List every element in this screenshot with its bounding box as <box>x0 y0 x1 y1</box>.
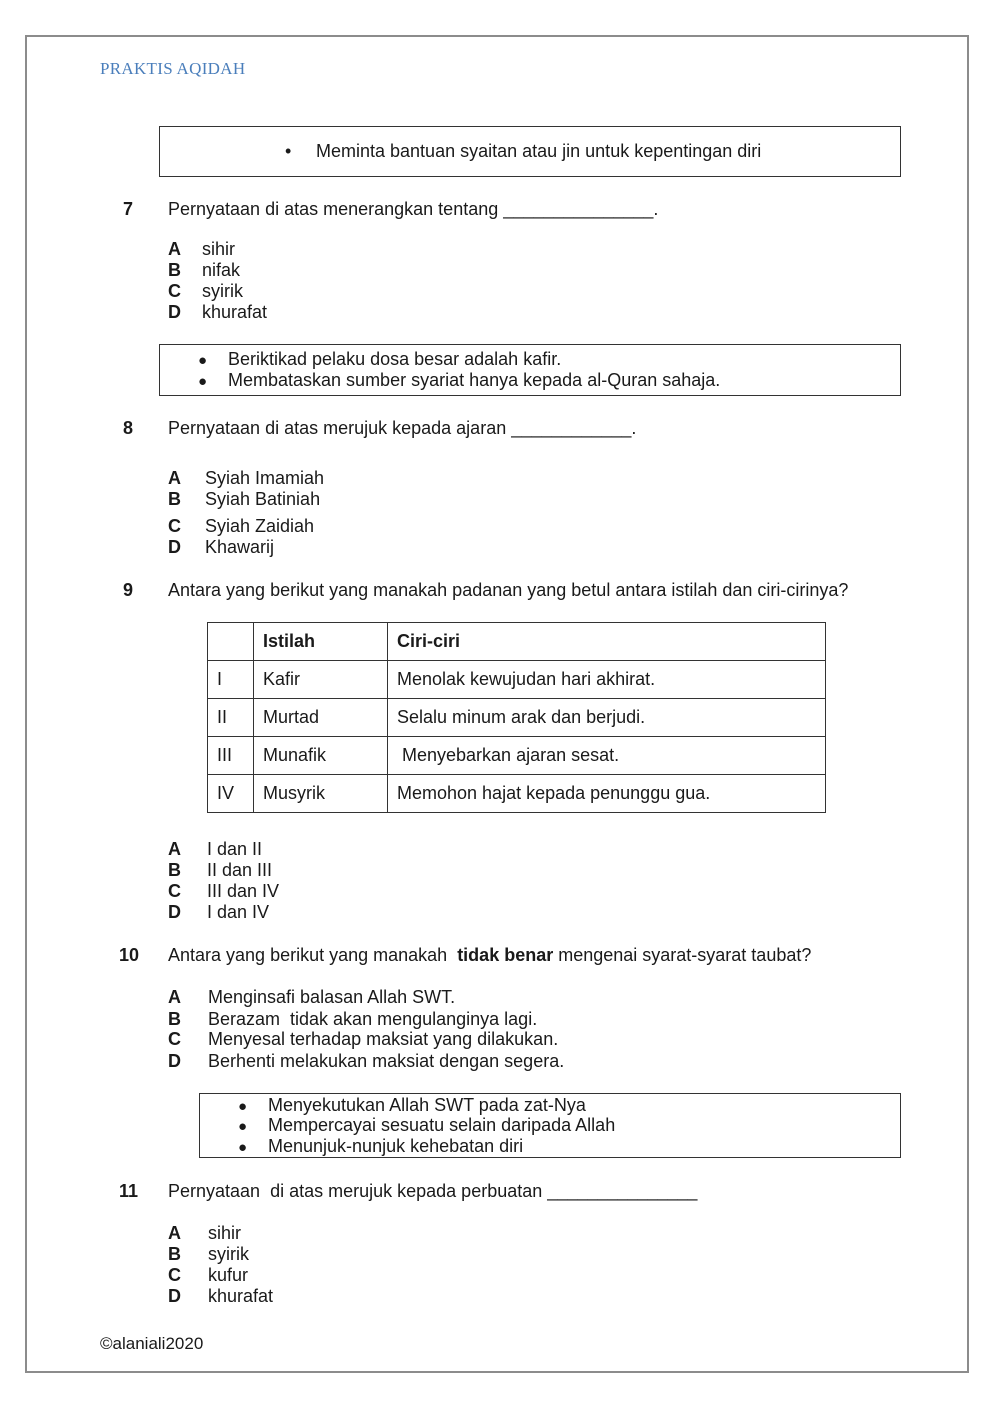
table-header-row <box>208 623 826 661</box>
table-header-cell: Istilah <box>254 623 388 661</box>
table-cell: III <box>208 737 254 775</box>
table-cell: Kafir <box>254 661 388 699</box>
statement-line: Meminta bantuan syaitan atau jin untuk kepentingan diri <box>316 141 762 161</box>
table-cell: Musyrik <box>254 775 388 813</box>
question-text: Pernyataan di atas merujuk kepada perbuatan _______________ <box>168 1181 698 1201</box>
bullet: ● <box>238 1139 248 1156</box>
question-number: 11 <box>119 1181 139 1201</box>
statement-line: Beriktikad pelaku dosa besar adalah kafir. <box>228 349 562 369</box>
table-cell: Selalu minum arak dan berjudi. <box>388 699 826 737</box>
statement-box-2 <box>159 344 901 396</box>
bullet: ● <box>198 352 208 369</box>
bullet: • <box>285 141 292 161</box>
question-text: Pernyataan di atas menerangkan tentang _______________. <box>168 199 659 219</box>
table-cell: Menyebarkan ajaran sesat. <box>388 737 826 775</box>
table-row <box>208 661 826 699</box>
table-cell: I <box>208 661 254 699</box>
statement-line: Menyekutukan Allah SWT pada zat-Nya <box>268 1095 586 1115</box>
bullet: ● <box>238 1098 248 1115</box>
emphasis-text: tidak benar <box>457 945 554 965</box>
istilah-table <box>207 622 826 813</box>
bullet: ● <box>238 1118 248 1135</box>
table-header-cell <box>208 623 254 661</box>
bullet: ● <box>198 373 208 390</box>
table-cell: II <box>208 699 254 737</box>
table-cell: Murtad <box>254 699 388 737</box>
table-row <box>208 699 826 737</box>
table-cell: IV <box>208 775 254 813</box>
table-row <box>208 737 826 775</box>
question-text: Antara yang berikut yang manakah tidak benar mengenai syarat-syarat taubat? <box>168 945 812 965</box>
statement-line: Menunjuk-nunjuk kehebatan diri <box>268 1136 524 1156</box>
table-row <box>208 775 826 813</box>
table-cell: Menolak kewujudan hari akhirat. <box>388 661 826 699</box>
statement-box-3 <box>199 1093 901 1158</box>
statement-line: Mempercayai sesuatu selain daripada Allah <box>268 1115 616 1135</box>
question-text: Pernyataan di atas merujuk kepada ajaran ____________. <box>168 418 637 438</box>
question-number: 9 <box>123 580 134 600</box>
statement-line: Membataskan sumber syariat hanya kepada al-Quran sahaja. <box>228 370 721 390</box>
question-text: Antara yang berikut yang manakah padanan yang betul antara istilah dan ciri-cirinya? <box>168 580 849 600</box>
page-header: PRAKTIS AQIDAH <box>100 59 246 78</box>
question-number: 8 <box>123 418 134 438</box>
question-number: 10 <box>119 945 140 965</box>
statement-box-1 <box>159 126 901 177</box>
table-cell: Memohon hajat kepada penunggu gua. <box>388 775 826 813</box>
question-number: 7 <box>123 199 134 219</box>
table-header-cell: Ciri-ciri <box>388 623 826 661</box>
table-cell: Munafik <box>254 737 388 775</box>
copyright-footer: ©alaniali2020 <box>100 1334 204 1353</box>
